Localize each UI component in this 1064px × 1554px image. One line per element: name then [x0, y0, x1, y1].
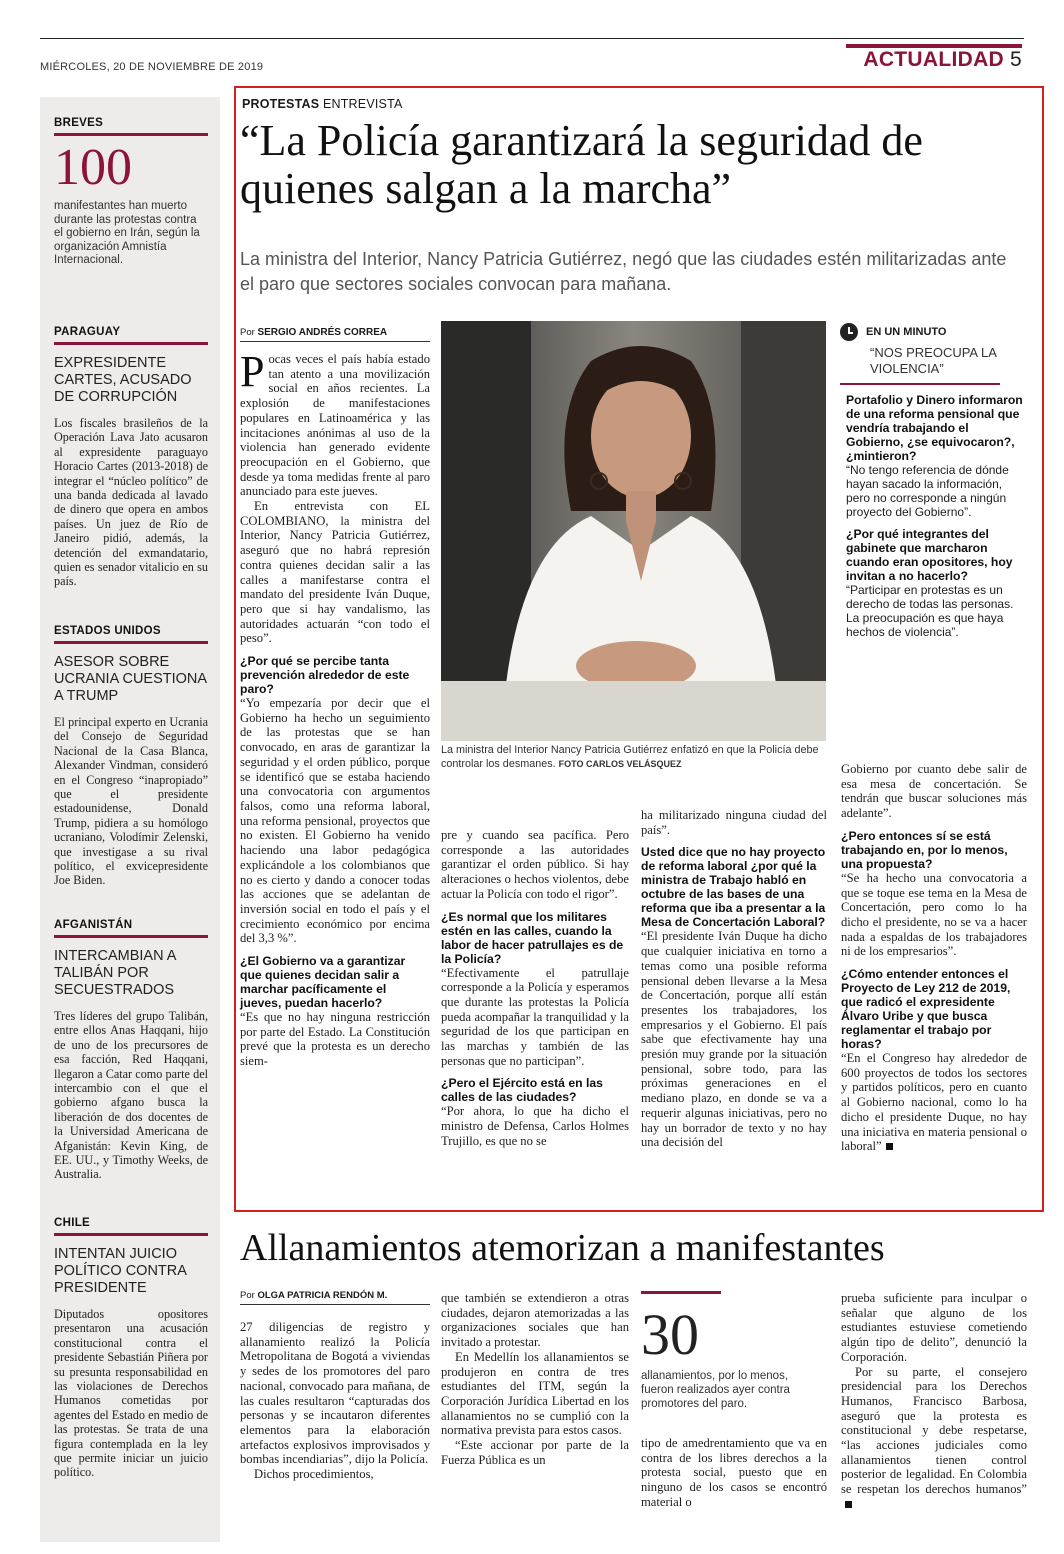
caption-text: La ministra del Interior Nancy Patricia Gutiérrez enfatizó en que la Policía debe controlar los desmanes. — [441, 744, 819, 770]
brief-kicker: CHILE — [54, 1217, 90, 1229]
article2-headline: Allanamientos atemorizan a manifestantes — [240, 1227, 885, 1269]
brief-rule — [54, 641, 208, 644]
brief-item — [54, 919, 208, 1182]
stat-text: manifestantes han muerto durante las protestas contra el gobierno en Irán, según la organización Amnistía Internacional. — [54, 200, 200, 266]
article2-column-2 — [441, 1291, 629, 1467]
paragraph: Gobierno por cuanto debe salir de esa mesa de concertación. Se tendrán que buscar soluciones más adelante”. — [841, 762, 1027, 821]
brief-rule — [54, 1233, 208, 1236]
brief-kicker: PARAGUAY — [54, 326, 121, 338]
article-kicker — [242, 97, 403, 111]
brief-stat — [54, 117, 208, 268]
question: Portafolio y Dinero informaron de una reforma pensional que vendría trabajando el Gobierno, ¿se equivocaron?, ¿mintieron? — [846, 393, 1023, 463]
question: ¿Pero el Ejército está en las calles de las ciudades? — [441, 1076, 603, 1105]
question: ¿Cómo entender entonces el Proyecto de Ley 212 de 2019, que radicó el expresidente Álvaro Uribe y que busca reglamentar el trabajo por horas? — [841, 967, 1011, 1052]
paragraph: Dichos procedimientos, — [254, 1467, 374, 1482]
en-un-minuto-header — [840, 323, 1030, 341]
article2-byline — [240, 1290, 387, 1301]
paragraph: tipo de amedrentamiento que va en contra de los libres derechos a la protesta social, puesto que en ninguno de los casos se encontró material o — [641, 1436, 827, 1509]
briefs-sidebar — [40, 97, 220, 1542]
brief-headline: ASESOR SOBRE UCRANIA CUESTIONA A TRUMP — [54, 654, 207, 704]
paragraph: En entrevista con EL COLOMBIANO, la ministra del Interior, Nancy Patricia Gutiérrez, aseguró que no habrá represión contra quienes decidan salir a las calles a manifestarse contra el mandato del presidente Iván Duque, pero que si hay vandalismo, las autoridades actuarán “con todo el peso”. — [240, 499, 430, 646]
article2-stat-number: 30 — [641, 1302, 699, 1367]
question: ¿Por qué integrantes del gabinete que marcharon cuando eran opositores, hoy invitan a no hacerlo? — [846, 527, 1013, 583]
brief-item — [54, 1217, 208, 1480]
brief-item — [54, 625, 208, 888]
en-un-minuto-label: EN UN MINUTO — [866, 326, 947, 338]
article-column-4 — [641, 808, 827, 1150]
byline-author: OLGA PATRICIA RENDÓN M. — [257, 1290, 388, 1301]
question: ¿Pero entonces sí se está trabajando en, por lo menos, una propuesta? — [841, 828, 1008, 871]
byline-prefix: Por — [240, 1290, 258, 1301]
brief-headline: INTENTAN JUICIO POLÍTICO CONTRA PRESIDENTE — [54, 1246, 187, 1296]
paragraph: “Este accionar por parte de la Fuerza Pública es un — [441, 1438, 629, 1467]
brief-headline: EXPRESIDENTE CARTES, ACUSADO DE CORRUPCIÓN — [54, 355, 192, 405]
brief-body: El principal experto en Ucrania del Consejo de Seguridad Nacional de la Casa Blanca, Alexander Vindman, consideró en el Congreso “inapropiado” que el presidente estadounidense, Donald Trump, pidiera a su homólogo ucraniano, Volodímir Zelenski, que investigase a su rival político, el exvicepresidente Joe Biden. — [54, 715, 208, 888]
end-mark — [886, 1143, 893, 1150]
paragraph: En Medellín los allanamientos se produjeron en contra de tres estudiantes del ITM, según la Corporación Jurídica Libertad en los allanamientos no se cumplió con la normativa prevista para estos casos. — [441, 1349, 629, 1438]
question: Usted dice que no hay proyecto de reforma laboral ¿por qué la ministra de Trabajo habló en octubre de las bases de una reforma que iba a presentar a la Mesa de Concertación Laboral? — [641, 845, 826, 930]
answer: “Por ahora, lo que ha dicho el ministro de Defensa, Carlos Holmes Trujillo, es que no se — [441, 1104, 629, 1148]
question: ¿Es normal que los militares estén en las calles, cuando la labor de hacer patrullajes es de la Policía? — [441, 909, 624, 966]
en-un-minuto-body — [846, 393, 1026, 639]
answer: “El presidente Iván Duque ha dicho que cualquier iniciativa en torno a temas como una posible reforma pensional deben llevarse a la Mesa de Concertación, porque allí están presentes los trabajadores, los empresarios y el Gobierno. El país sabe que efectivamente hay una presión muy grande por la situación pensional, sobre todo, para las próximas generaciones en el mediano plazo, en donde se va a requerir algunas iniciativas, pero no hay un borrador de texto y no hay una decisión del — [641, 929, 827, 1150]
stat-rule — [641, 1291, 721, 1294]
question: ¿Por qué se percibe tanta prevención alrededor de este paro? — [240, 654, 410, 697]
article-byline — [240, 327, 387, 338]
kicker-topic: PROTESTAS — [242, 97, 320, 111]
article2-column-3 — [641, 1436, 827, 1510]
answer: “Participar en protestas es un derecho de todas las personas. La preocupación es que haya hechos de violencia”. — [846, 583, 1014, 639]
brief-body: Los fiscales brasileños de la Operación Lava Jato acusaron al expresidente paraguayo Horacio Cartes (2013-2018) de integrar el “núcleo político” de una banda dedicada al lavado de dinero que opera en ambos países. Un juez de Río de Janeiro pidió, además, la detención del exmandatario, quien es senador vitalicio en su país. — [54, 416, 208, 589]
photo-caption — [441, 744, 826, 771]
article-column-3 — [441, 828, 629, 1149]
answer: “Yo empezaría por decir que el Gobierno ha hecho un seguimiento de las protestas que se han convocado, en aras de garantizar la seguridad y el orden público, porque se identificó que se estaba haciendo una convocatoria con argumentos falsos, como una reforma laboral, una reforma pensional, proyectos que no existen. El Gobierno ha venido haciendo una labor pedagógica explicándole a los colombianos que no es cierto y dando a conocer todas las acciones que se adelantan de inversión social en todo el país y el crecimiento económico por encima del 3,3 %”. — [240, 696, 430, 946]
brief-item — [54, 326, 208, 589]
page-number: 5 — [1010, 48, 1022, 71]
brief-rule — [54, 342, 208, 345]
article-column-1 — [240, 347, 430, 1069]
issue-date: MIÉRCOLES, 20 DE NOVIEMBRE DE 2019 — [40, 61, 264, 73]
en-un-minuto-box — [840, 323, 1030, 639]
paragraph: pre y cuando sea pacífica. Pero corresponde a las autoridades garantizar el orden público. Si hay alteraciones o hechos violentos, debe actuar la Policía con todo el rigor”. — [441, 828, 629, 901]
stat-number: 100 — [54, 139, 132, 196]
brief-body: Diputados opositores presentaron una acusación constitucional contra el presidente Sebastián Piñera por su presunta responsabilidad en las violaciones de Derechos Humanos cometidas por agentes del Estado en medio de las protestas. Se trata de una figura contemplada en la ley que permite iniciar un juicio político. — [54, 1307, 208, 1480]
lead-paragraph: ocas veces el país había estado tan atento a una movilización social en años recientes. La explosión de manifestaciones populares en Latinoamérica y las incitaciones anónimas al uso de la violencia han generado evidente preocupación en el Gobierno, que desde ya toma medidas frente al paro anunciado para este jueves. — [240, 352, 430, 499]
article2-column-4 — [841, 1291, 1027, 1512]
article-column-5 — [841, 762, 1027, 1154]
byline-author: SERGIO ANDRÉS CORREA — [257, 327, 388, 338]
byline-rule — [240, 1304, 430, 1305]
brief-rule — [54, 133, 208, 136]
clock-icon — [840, 323, 858, 341]
section-name: ACTUALIDAD — [863, 48, 1005, 71]
paragraph: que también se extendieron a otras ciudades, dejaron atemorizadas a las organizaciones sociales que han invitado a protestar. — [441, 1291, 629, 1350]
paragraph: prueba suficiente para inculpar o señalar que alguno de los estudiantes estuviese cometiendo algún tipo de delito”, denunció la Corporación. — [841, 1291, 1027, 1364]
end-mark — [845, 1501, 852, 1508]
brief-rule — [54, 935, 208, 938]
breves-label: BREVES — [54, 117, 104, 129]
brief-kicker: AFGANISTÁN — [54, 919, 133, 931]
article2-stat-text: allanamientos, por lo menos, fueron realizados ayer contra promotores del paro. — [641, 1370, 790, 1410]
photo-credit: FOTO CARLOS VELÁSQUEZ — [558, 758, 682, 769]
paragraph: 27 diligencias de registro y allanamiento realizó la Policía Metropolitana de Bogotá a viviendas y sedes de los promotores del paro nacional, convocado para mañana, de las cuales resultaron “capturadas dos personas y se incautaron diferentes elementos para la elaboración artefactos explosivos improvisados y bombas incendiarias”, dijo la Policía. — [240, 1320, 430, 1467]
paragraph: ha militarizado ninguna ciudad del país”. — [641, 808, 827, 837]
article-dek: La ministra del Interior, Nancy Patricia Gutiérrez, negó que las ciudades estén militarizadas ante el paro que sectores sociales convocan para mañana. — [240, 249, 1007, 294]
en-un-minuto-rule — [840, 383, 1000, 385]
answer: “No tengo referencia de dónde hayan sacado la información, pero no corresponde a ningún proyecto del Gobierno”. — [846, 463, 1009, 519]
answer: “En el Congreso hay alrededor de 600 proyectos de todos los sectores y partidos políticos, pero en cuanto al Gobierno nacional, como lo ha dicho el presidente Duque, no hay una iniciativa en materia pensional o laboral” — [841, 1051, 1027, 1154]
answer: “Es que no hay ninguna restricción por parte del Estado. La Constitución prevé que la protesta es un derecho siem- — [240, 1010, 430, 1069]
article2-column-1 — [240, 1320, 430, 1482]
paragraph: Por su parte, el consejero presidencial para los Derechos Humanos, Francisco Barbosa, aseguró que la protesta es constitucional y debe respetarse, “las acciones judiciales como allanamientos tienen control posterior de legalidad. En Colombia se respetan los derechos humanos” — [841, 1364, 1027, 1497]
section-label — [863, 48, 1022, 72]
top-rule — [40, 38, 1024, 39]
drop-cap: P — [240, 347, 265, 396]
question: ¿El Gobierno va a garantizar que quienes decidan salir a marchar pacíficamente el jueves, puedan hacerlo? — [240, 954, 406, 1011]
brief-headline: INTERCAMBIAN A TALIBÁN POR SECUESTRADOS — [54, 948, 176, 998]
en-un-minuto-title: “NOS PREOCUPA LA VIOLENCIA” — [870, 345, 997, 376]
answer: “Efectivamente el patrullaje corresponde a la Policía y esperamos que durante las protestas la Policía pueda acompañar la tranquilidad y la seguridad de los que participan en las marchas y también de las personas que no participan”. — [441, 965, 629, 1068]
brief-body: Tres líderes del grupo Talibán, entre ellos Anas Haqqani, hijo de uno de los precursores de esa facción, Red Haqqani, llegaron a Catar como parte del intercambio con el que el gobierno afgano busca la liberación de dos docentes de la Universidad Americana de Afganistán: Kevin King, de EE. UU., y Timothy Weeks, de Australia. — [54, 1009, 208, 1182]
brief-kicker: ESTADOS UNIDOS — [54, 625, 161, 637]
byline-rule — [240, 341, 430, 342]
kicker-type: ENTREVISTA — [319, 97, 403, 111]
article-headline: “La Policía garantizará la seguridad de quienes salgan a la marcha” — [240, 116, 923, 213]
answer: “Se ha hecho una convocatoria a que se toque ese tema en la Mesa de Concertación, pero como lo ha dicho el presidente, no se va a hacer nada a espaldas de los trabajadores ni de los empresarios”. — [841, 870, 1027, 959]
portrait-illustration — [441, 321, 826, 741]
minister-photo — [441, 321, 826, 741]
byline-prefix: Por — [240, 327, 258, 338]
